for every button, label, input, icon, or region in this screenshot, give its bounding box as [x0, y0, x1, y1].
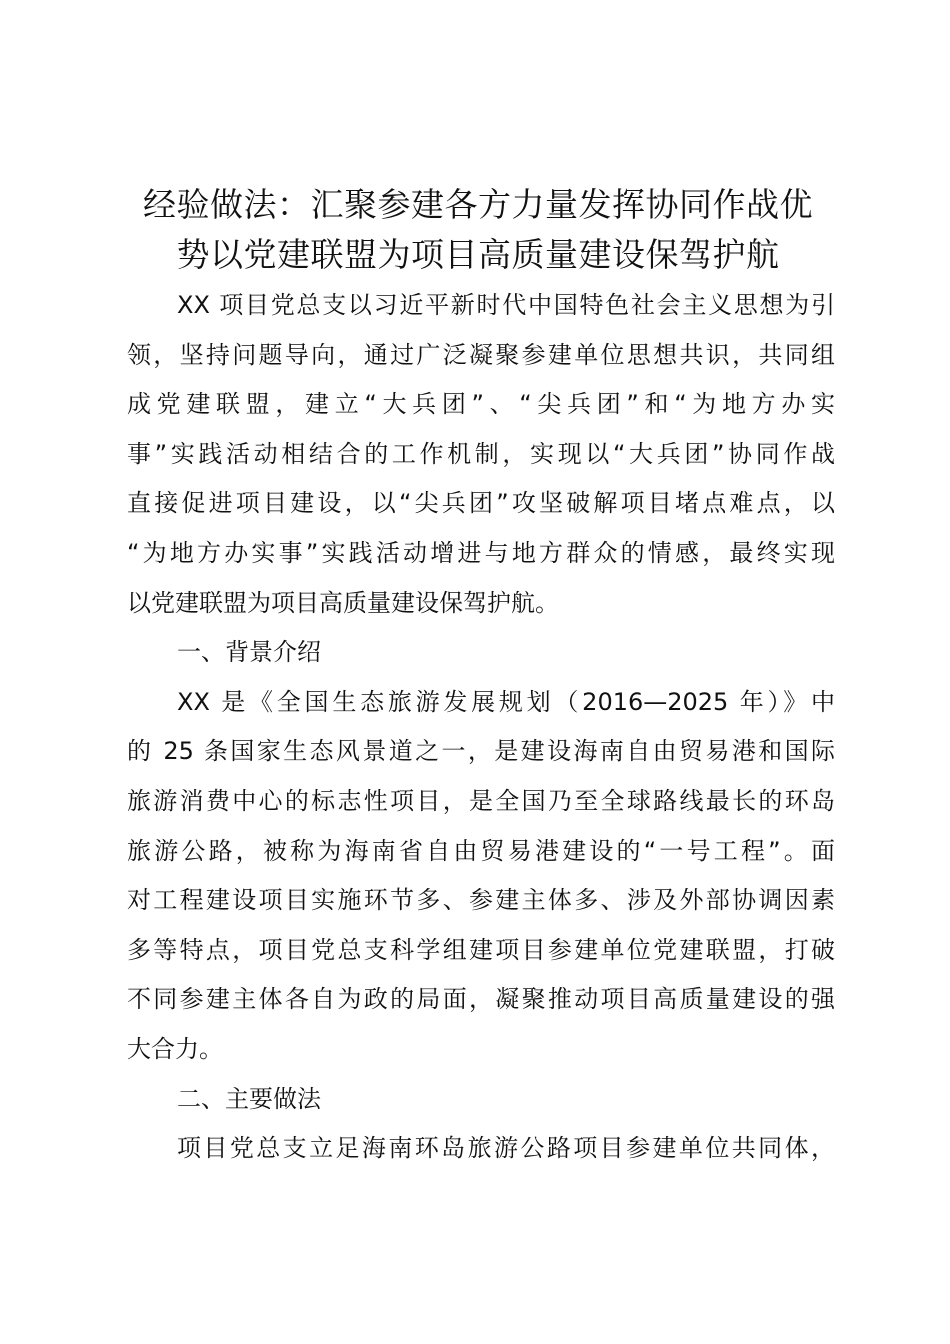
paragraph-line: 不同参建主体各自为政的局面，凝聚推动项目高质量建设的强: [127, 985, 835, 1014]
paragraph-line: 直接促进项目建设，以“尖兵团”攻坚破解项目堵点难点，以: [127, 489, 835, 518]
document-body: [127, 281, 835, 1174]
paragraph-line: 旅游公路，被称为海南省自由贸易港建设的“一号工程”。面: [127, 836, 835, 865]
paragraph-line: XX 项目党总支以习近平新时代中国特色社会主义思想为引: [177, 291, 835, 319]
paragraph-line: 大合力。: [127, 1034, 223, 1063]
paragraph-line: “为地方办实事”实践活动增进与地方群众的情感，最终实现: [127, 538, 835, 567]
paragraph-line: 以党建联盟为项目高质量建设保驾护航。: [127, 588, 559, 617]
section-heading: 一、背景介绍: [177, 638, 321, 667]
paragraph-line: 项目党总支立足海南环岛旅游公路项目参建单位共同体，: [177, 1134, 835, 1163]
paragraph-line: 事”实践活动相结合的工作机制，实现以“大兵团”协同作战: [127, 439, 835, 468]
title-line-2: 势以党建联盟为项目高质量建设保驾护航: [176, 235, 780, 274]
paragraph-line: 多等特点，项目党总支科学组建项目参建单位党建联盟，打破: [127, 935, 835, 964]
paragraph-line: 旅游消费中心的标志性项目，是全国乃至全球路线最长的环岛: [127, 786, 835, 815]
paragraph-line: 对工程建设项目实施环节多、参建主体多、涉及外部协调因素: [127, 886, 835, 915]
title-line-1: 经验做法：汇聚参建各方力量发挥协同作战优: [143, 185, 813, 224]
document-title: [118, 180, 838, 280]
section-heading: 二、主要做法: [177, 1084, 321, 1113]
paragraph-line: XX 是《全国生态旅游发展规划（2016—2025 年）》中: [177, 687, 835, 716]
paragraph-line: 成党建联盟，建立“大兵团”、“尖兵团”和“为地方办实: [127, 390, 835, 419]
paragraph-line: 的 25 条国家生态风景道之一，是建设海南自由贸易港和国际: [127, 737, 835, 766]
paragraph-line: 领，坚持问题导向，通过广泛凝聚参建单位思想共识，共同组: [127, 340, 835, 369]
